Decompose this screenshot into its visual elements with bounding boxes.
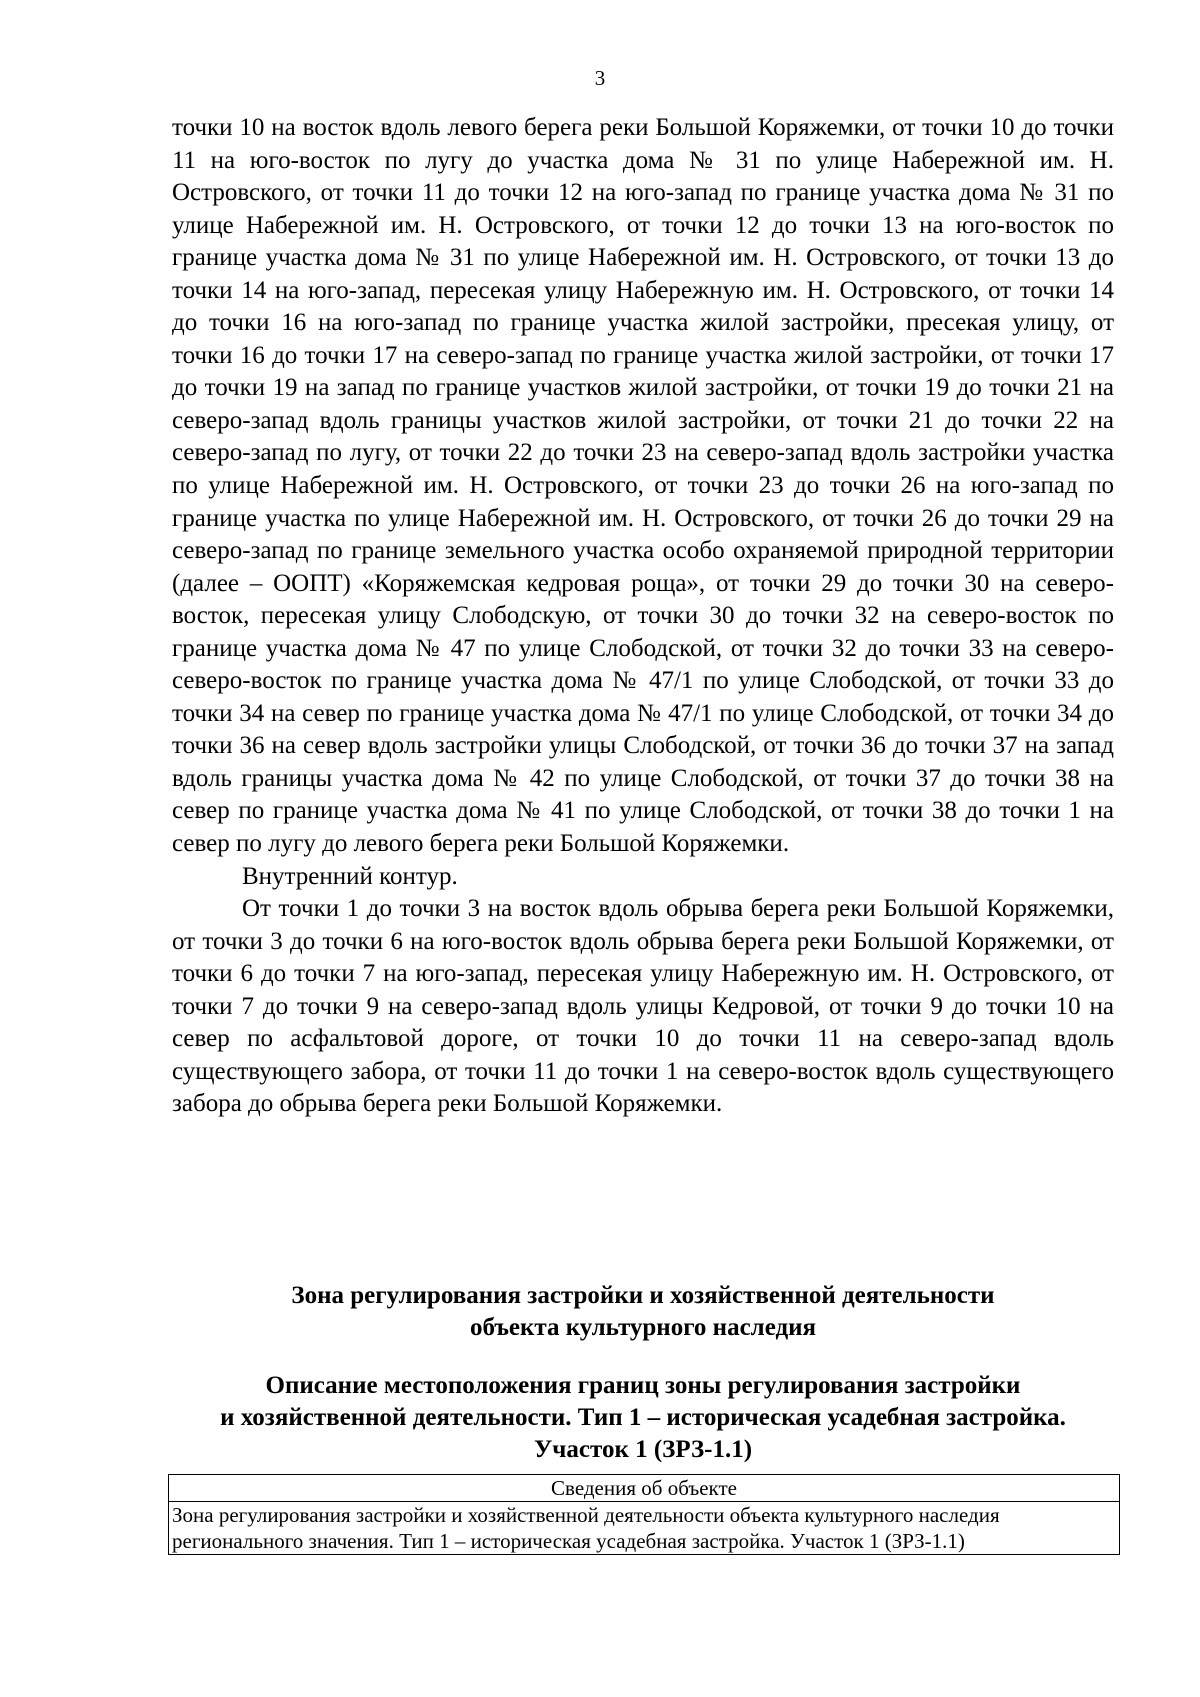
inner-contour-paragraph: От точки 1 до точки 3 на восток вдоль обрыва берега реки Большой Коряжемки, от точки 3 до точки 6 на юго-восток вдоль обрыва берега реки Большой Коряжемки, от точки 6 до точки 7 на юго-запад, пересекая улицу Набережную им. Н. Островского, от точки 7 до точки 9 на северо-запад вдоль улицы Кедровой, от точки 9 до точки 10 на север по асфальтовой дороге, от точки 10 до точки 11 на северо-запад вдоль существующего забора, от точки 11 до точки 1 на северо-восток вдоль существующего забора до обрыва берега реки Большой Коряжемки. — [172, 895, 1114, 1118]
boundary-description-text — [172, 112, 1114, 1121]
page-number: 3 — [594, 66, 606, 90]
description-heading-line-2: и хозяйственной деятельности. Тип 1 – историческая усадебная застройка. — [220, 1404, 1066, 1431]
table-row — [169, 1502, 1120, 1555]
inner-contour-label: Внутренний контур. — [242, 862, 458, 890]
description-heading-line-3: Участок 1 (ЗРЗ-1.1) — [533, 1436, 753, 1463]
description-heading — [172, 1370, 1114, 1466]
description-heading-line-1: Описание местоположения границ зоны регулирования застройки — [265, 1372, 1021, 1399]
table-header-row — [169, 1475, 1120, 1502]
object-description-line-1: Зона регулирования застройки и хозяйственной деятельности объекта культурного наследия — [172, 1503, 1000, 1527]
table-header-cell: Сведения об объекте — [169, 1475, 1120, 1502]
object-description-line-2: регионального значения. Тип 1 – историческая усадебная застройка. Участок 1 (ЗРЗ-1.1) — [172, 1529, 965, 1553]
zone-heading — [172, 1280, 1114, 1344]
zone-heading-line-2: объекта культурного наследия — [469, 1314, 817, 1341]
object-info-table — [168, 1474, 1120, 1555]
object-description-cell — [169, 1502, 1120, 1555]
outer-contour-paragraph: точки 10 на восток вдоль левого берега реки Большой Коряжемки, от точки 10 до точки 11 на юго-восток по лугу до участка дома № 31 по улице Набережной им. Н. Островского, от точки 11 до точки 12 на юго-запад по границе участка дома № 31 по улице Набережной им. Н. Островского, от точки 12 до точки 13 на юго-восток по границе участка дома № 31 по улице Набережной им. Н. Островского, от точки 13 до точки 14 на юго-запад, пересекая улицу Набережную им. Н. Островского, от точки 14 до точки 16 на юго-запад по границе участка жилой застройки, пресекая улицу, от точки 16 до точки 17 на северо-запад по границе участка жилой застройки, от точки 17 до точки 19 на запад по границе участков жилой застройки, от точки 19 до точки 21 на северо-запад вдоль границы участков жилой застройки, от точки 21 до точки 22 на северо-запад по лугу, от точки 22 до точки 23 на северо-запад вдоль застройки участка по улице Набережной им. Н. Островского, от точки 23 до точки 26 на юго-запад по границе участка по улице Набережной им. Н. Островского, от точки 26 до точки 29 на северо-запад по границе земельного участка особо охраняемой природной территории (далее – ООПТ) «Коряжемская кедровая роща», от точки 29 до точки 30 на северо-восток, пересекая улицу Слободскую, от точки 30 до точки 32 на северо-восток по границе участка дома № 47 по улице Слободской, от точки 32 до точки 33 на северо-северо-восток по границе участка дома № 47/1 по улице Слободской, от точки 33 до точки 34 на север по границе участка дома № 47/1 по улице Слободской, от точки 34 до точки 36 на север вдоль застройки улицы Слободской, от точки 36 до точки 37 на запад вдоль границы участка дома № 42 по улице Слободской, от точки 37 до точки 38 на север по границе участка дома № 41 по улице Слободской, от точки 38 до точки 1 на север по лугу до левого берега реки Большой Коряжемки. — [172, 114, 1114, 858]
zone-heading-line-1: Зона регулирования застройки и хозяйственной деятельности — [291, 1282, 995, 1309]
